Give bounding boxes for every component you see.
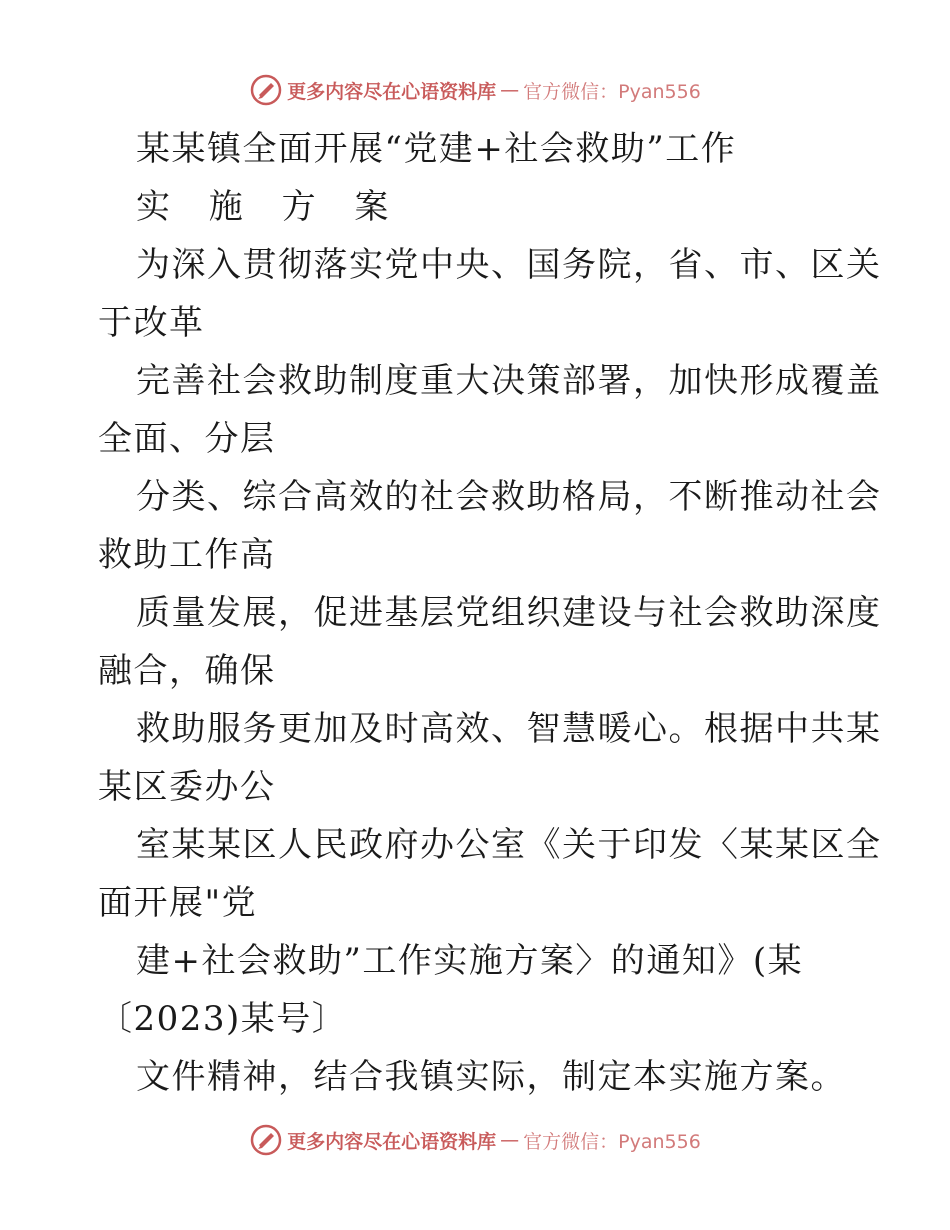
body-line: 融合，确保 [98, 651, 276, 691]
body-line: 建+社会救助”工作实施方案〉的通知》(某 [136, 941, 804, 981]
body-line: 完善社会救助制度重大决策部署，加快形成覆盖 [136, 361, 882, 401]
brand-logo-icon [249, 1123, 283, 1157]
body-line: 救助工作高 [98, 535, 276, 575]
footer-watermark [0, 1120, 950, 1160]
brand-logo-icon [249, 73, 283, 107]
body-line: 文件精神，结合我镇实际，制定本实施方案。 [136, 1057, 846, 1097]
body-line: 全面、分层 [98, 419, 276, 459]
document-title: 某某镇全面开展“党建+社会救助”工作 [136, 129, 737, 169]
body-line: 为深入贯彻落实党中央、国务院，省、市、区关 [136, 245, 882, 285]
body-line: 质量发展，促进基层党组织建设与社会救助深度 [136, 593, 882, 633]
watermark-contact: 官方微信：Pyan556 [523, 80, 701, 103]
watermark-separator: — [500, 1129, 520, 1151]
body-line: 面开展"党 [98, 883, 258, 923]
body-line: 〔2023)某号〕 [98, 999, 348, 1039]
watermark-contact: 官方微信：Pyan556 [523, 1130, 701, 1153]
body-line: 室某某区人民政府办公室《关于印发〈某某区全 [136, 825, 882, 865]
header-watermark [0, 70, 950, 110]
watermark-brand: 更多内容尽在心语资料库 [287, 1130, 497, 1153]
watermark-separator: — [500, 79, 520, 101]
body-line: 于改革 [98, 303, 205, 343]
document-subtitle: 实 施 方 案 [136, 187, 403, 227]
document-body [98, 120, 882, 1106]
body-line: 某区委办公 [98, 767, 276, 807]
watermark-brand: 更多内容尽在心语资料库 [287, 80, 497, 103]
body-line: 救助服务更加及时高效、智慧暖心。根据中共某 [136, 709, 882, 749]
body-line: 分类、综合高效的社会救助格局，不断推动社会 [136, 477, 882, 517]
